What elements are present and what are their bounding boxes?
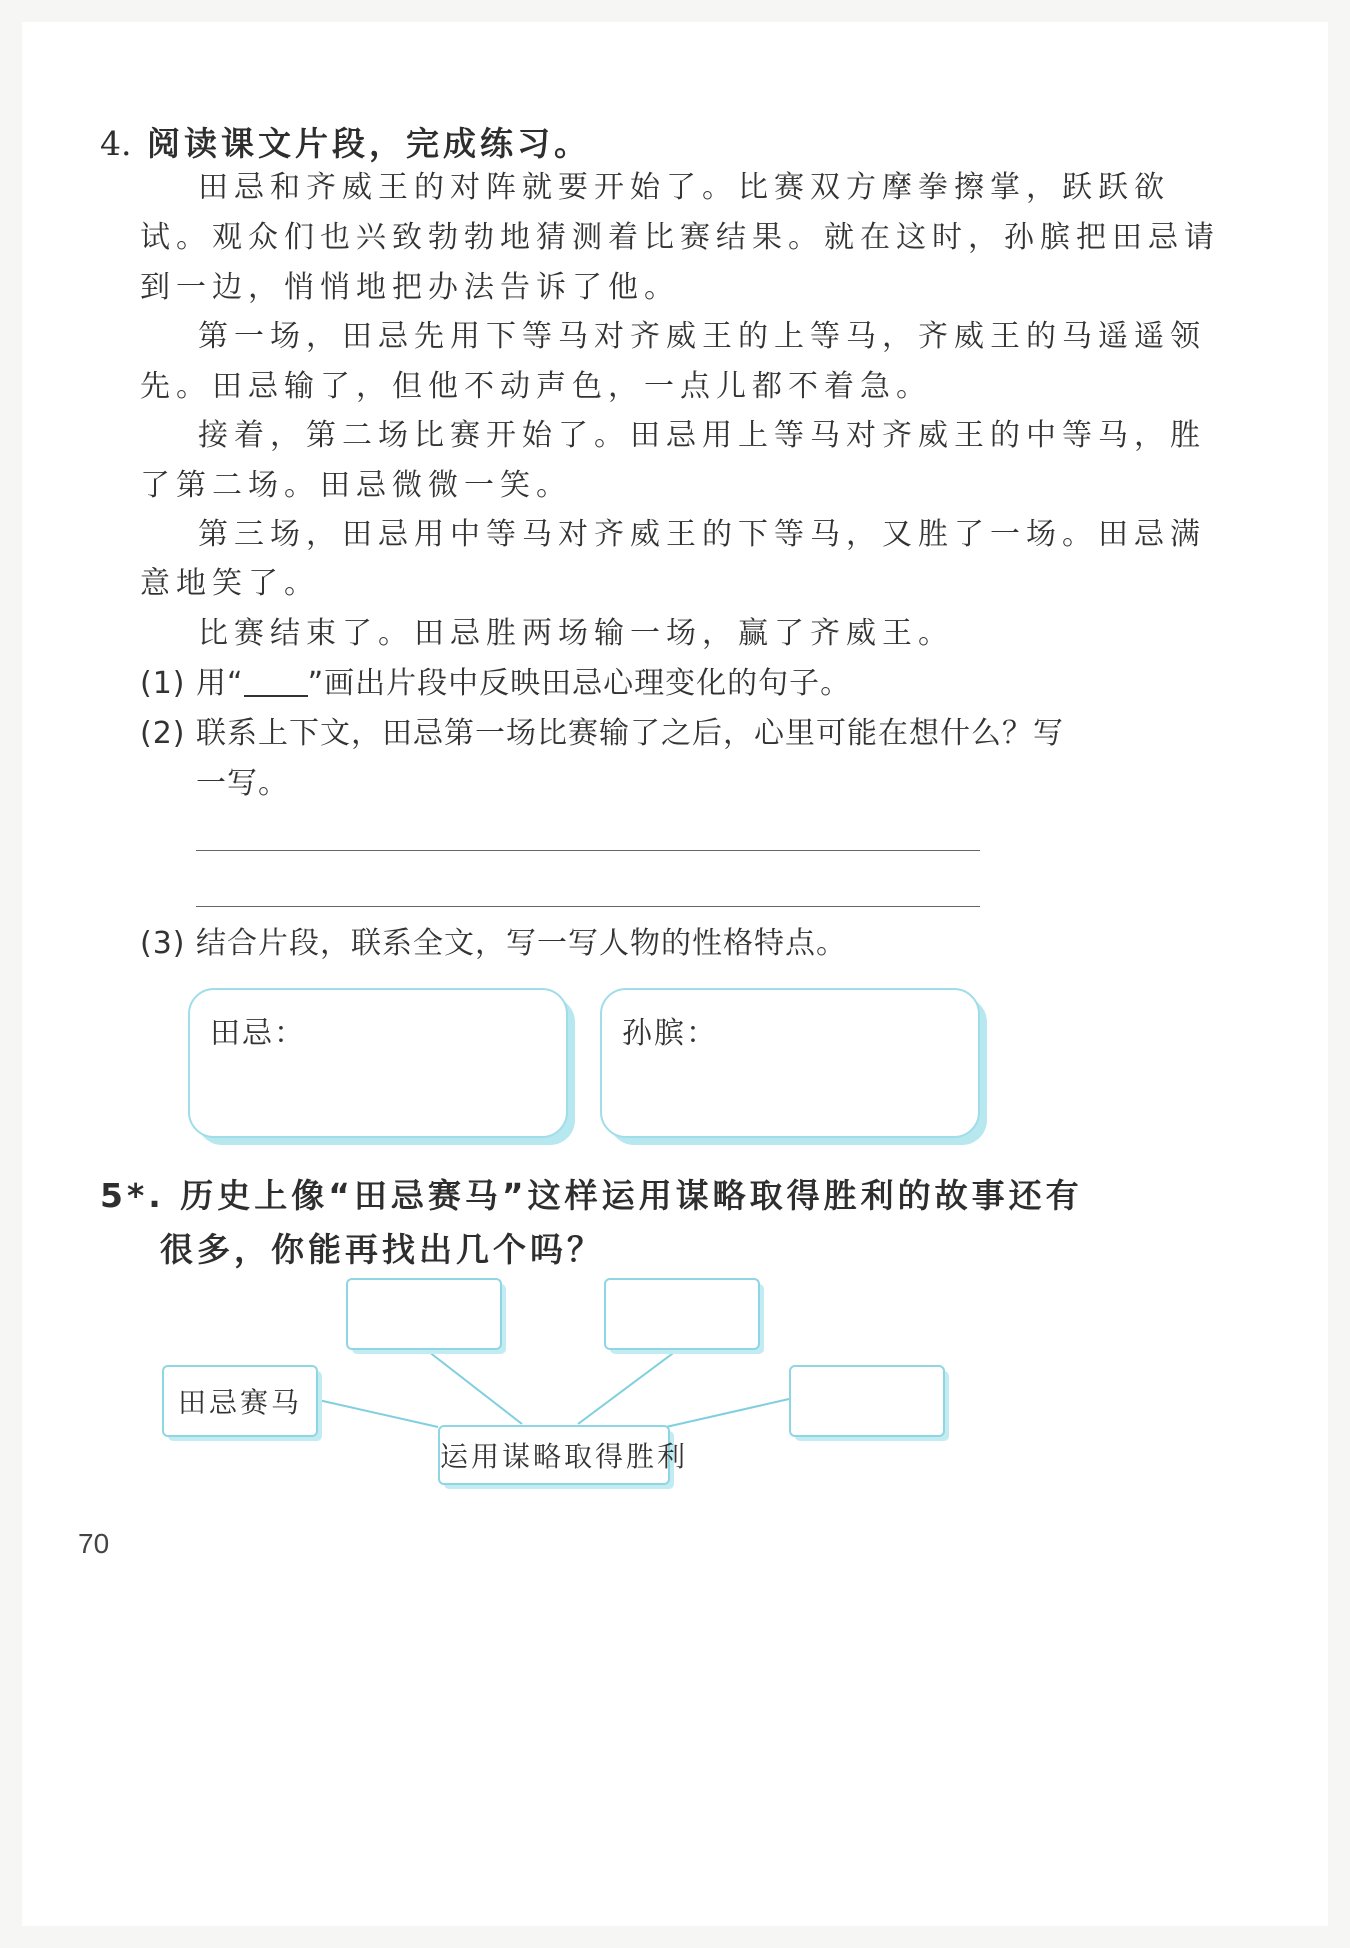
passage-line: 到一边，悄悄地把办法告诉了他。: [140, 270, 680, 305]
tianji-horse-race-box: [162, 1365, 318, 1437]
passage-line: 试。观众们也兴致勃勃地猜测着比赛结果。就在这时，孙膑把田忌请: [140, 220, 1220, 255]
strategy-victory-box: [438, 1425, 689, 1485]
sub-question-2-line1: (2) 联系上下文，田忌第一场比赛输了之后，心里可能在想什么？写: [140, 716, 1065, 751]
strategy-victory-label: 运用谋略取得胜利: [440, 1440, 689, 1473]
story-box-top-left[interactable]: [346, 1278, 502, 1350]
sub-question-1-prefix: (1) 用“: [140, 666, 244, 701]
passage-line: 接着，第二场比赛开始了。田忌用上等马对齐威王的中等马，胜: [198, 418, 1206, 453]
tianji-horse-race-label: 田忌赛马: [177, 1386, 302, 1419]
connector-right: [666, 1399, 789, 1427]
passage-line: 第三场，田忌用中等马对齐威王的下等马，又胜了一场。田忌满: [198, 517, 1206, 552]
question-5-title-line1: 5*. 历史上像“田忌赛马”这样运用谋略取得胜利的故事还有: [100, 1176, 1083, 1215]
passage-line: 第一场，田忌先用下等马对齐威王的上等马，齐威王的马遥遥领: [198, 319, 1206, 354]
question-4-number: 4.: [100, 124, 132, 163]
sub-question-1-suffix: ”画出片段中反映田忌心理变化的句子。: [307, 666, 852, 701]
story-box-top-right[interactable]: [604, 1278, 760, 1350]
page-number: 70: [78, 1528, 110, 1559]
sunbin-label: 孙膑：: [622, 1016, 718, 1051]
connector-top-right: [578, 1348, 680, 1424]
passage-line: 先。田忌输了，但他不动声色，一点儿都不着急。: [140, 369, 932, 404]
question-5-title-line2: 很多，你能再找出几个吗？: [160, 1230, 604, 1269]
story-box-right[interactable]: [789, 1365, 945, 1437]
passage-line: 田忌和齐威王的对阵就要开始了。比赛双方摩拳擦掌，跃跃欲: [198, 170, 1170, 205]
passage-line: 比赛结束了。田忌胜两场输一场，赢了齐威王。: [198, 616, 954, 651]
connector-left: [314, 1399, 438, 1427]
tianji-label: 田忌：: [210, 1016, 306, 1051]
question-4-text: 阅读课文片段，完成练习。: [147, 124, 591, 163]
connector-top-left: [424, 1348, 522, 1424]
passage-line: 意地笑了。: [140, 566, 320, 601]
sub-question-3: (3) 结合片段，联系全文，写一写人物的性格特点。: [140, 926, 848, 961]
sub-question-2-line2: 一写。: [196, 766, 289, 801]
passage-line: 了第二场。田忌微微一笑。: [140, 468, 572, 503]
